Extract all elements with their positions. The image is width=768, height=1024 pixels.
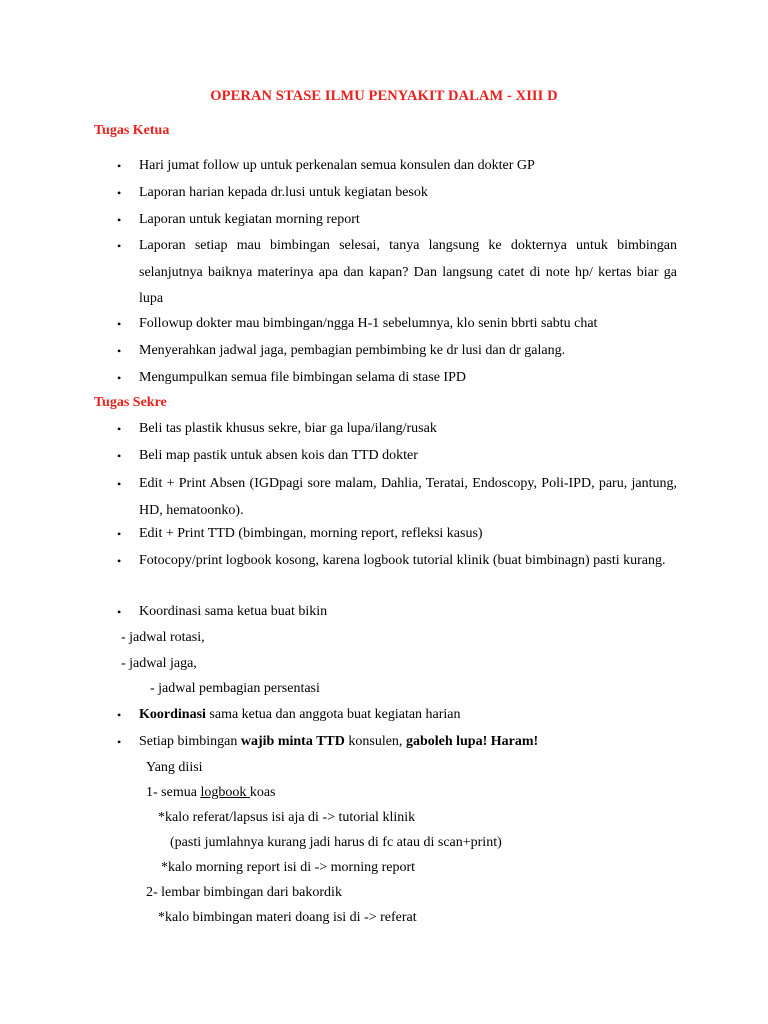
list-item: • Fotocopy/print logbook kosong, karena logbook tutorial klinik (buat bimbinagn) pasti kurang. [117, 548, 677, 575]
note-referat: *kalo referat/lapsus isi aja di -> tutorial klinik [158, 810, 416, 825]
list-item: • Beli map pastik untuk absen kois dan TTD dokter [117, 443, 677, 470]
list-item: • Setiap bimbingan wajib minta TTD konsulen, gaboleh lupa! Haram! [117, 729, 677, 756]
sub-item-jadwal-persentasi: - jadwal pembagian persentasi [150, 681, 320, 696]
lembar-bimbingan: 2- lembar bimbingan dari bakordik [146, 885, 342, 900]
list-item: • Beli tas plastik khusus sekre, biar ga lupa/ilang/rusak [117, 416, 677, 443]
heading-tugas-ketua: Tugas Ketua [94, 123, 170, 138]
bullet-icon: • [117, 186, 122, 200]
document-title: OPERAN STASE ILMU PENYAKIT DALAM - XIII D [210, 88, 558, 104]
bullet-icon: • [117, 477, 122, 491]
list-item: • Koordinasi sama ketua buat bikin [117, 599, 677, 626]
bullet-icon: • [117, 449, 122, 463]
semua-logbook-line: 1- semua logbook koas [146, 785, 276, 800]
bullet-icon: • [117, 213, 122, 227]
bullet-icon: • [117, 554, 122, 568]
list-item: • Edit + Print Absen (IGDpagi sore malam, Dahlia, Teratai, Endoscopy, Poli-IPD, paru, jantung, HD, hematoonko). [117, 471, 677, 524]
list-item: • Hari jumat follow up untuk perkenalan semua konsulen dan dokter GP [117, 153, 677, 180]
list-item: • Mengumpulkan semua file bimbingan selama di stase IPD [117, 365, 677, 392]
note-morning: *kalo morning report isi di -> morning report [161, 860, 416, 875]
bullet-icon: • [117, 422, 122, 436]
bullet-icon: • [117, 317, 122, 331]
heading-tugas-sekre: Tugas Sekre [94, 395, 167, 410]
list-item: • Laporan untuk kegiatan morning report [117, 207, 677, 234]
list-item: • Edit + Print TTD (bimbingan, morning report, refleksi kasus) [117, 521, 677, 548]
list-item: • Laporan harian kepada dr.lusi untuk kegiatan besok [117, 180, 677, 207]
bullet-icon: • [117, 344, 122, 358]
bullet-icon: • [117, 159, 122, 173]
sub-item-jadwal-jaga: - jadwal jaga, [121, 656, 197, 671]
note-pasti: (pasti jumlahnya kurang jadi harus di fc atau di scan+print) [170, 835, 502, 850]
bullet-icon: • [117, 605, 122, 619]
list-item: • Menyerahkan jadwal jaga, pembagian pembimbing ke dr lusi dan dr galang. [117, 338, 677, 365]
bullet-icon: • [117, 708, 122, 722]
bullet-icon: • [117, 239, 122, 253]
list-item: • Koordinasi sama ketua dan anggota buat kegiatan harian [117, 702, 677, 729]
note-materi: *kalo bimbingan materi doang isi di -> referat [158, 910, 417, 925]
bullet-icon: • [117, 735, 122, 749]
bullet-icon: • [117, 527, 122, 541]
sub-item-jadwal-rotasi: - jadwal rotasi, [121, 630, 205, 645]
list-item: • Followup dokter mau bimbingan/ngga H-1 sebelumnya, klo senin bbrti sabtu chat [117, 311, 677, 338]
yang-diisi: Yang diisi [146, 760, 203, 775]
list-item: • Laporan setiap mau bimbingan selesai, tanya langsung ke dokternya untuk bimbingan selanjutnya baiknya materinya apa dan kapan? Dan langsung catet di note hp/ kertas biar ga lupa [117, 233, 677, 313]
bullet-icon: • [117, 371, 122, 385]
